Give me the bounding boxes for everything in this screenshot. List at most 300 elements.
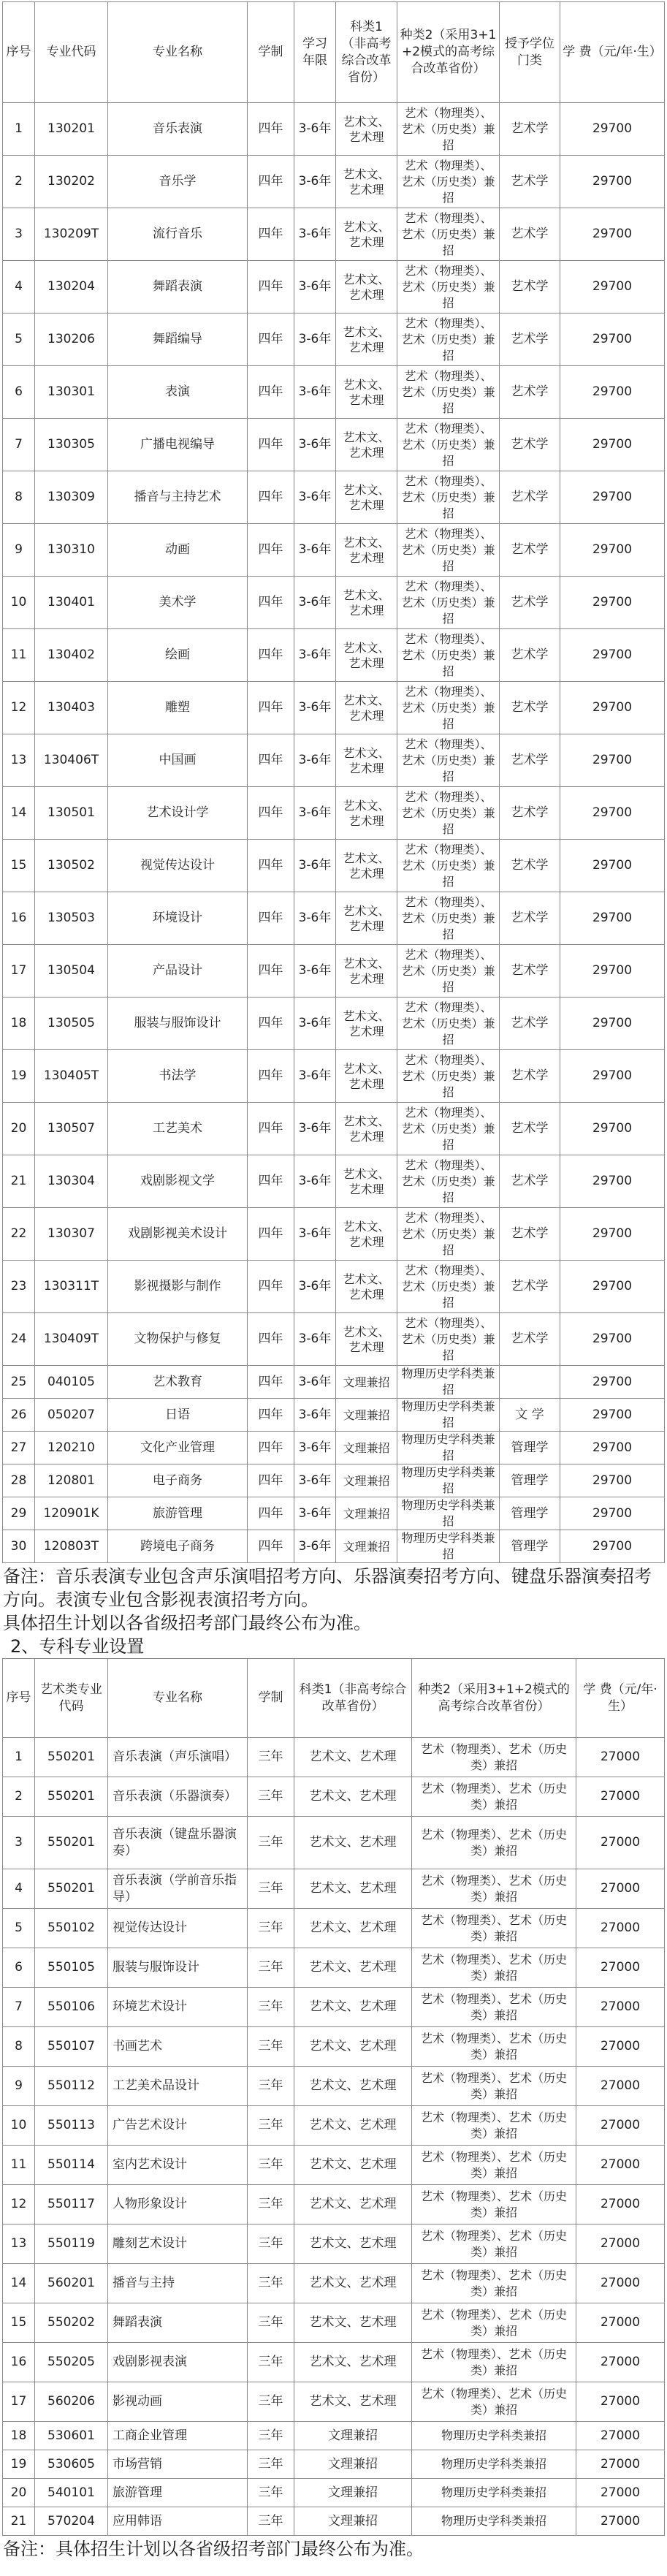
major-code-cell: 540101 xyxy=(35,2479,108,2507)
major-code-cell: 130307 xyxy=(35,1208,108,1261)
duration-cell: 三年 xyxy=(248,2450,294,2479)
major-code-cell: 550105 xyxy=(35,1948,108,1988)
study-years-cell: 3-6年 xyxy=(294,208,336,261)
study-years-cell: 3-6年 xyxy=(294,103,336,156)
table-row xyxy=(3,2146,665,2185)
table-row xyxy=(3,419,665,471)
table-row xyxy=(3,577,665,629)
subject-category-1-cell: 艺术文、艺术理 xyxy=(336,734,397,787)
subject-category-1-cell: 艺术文、艺术理 xyxy=(336,366,397,419)
subject-category-2-cell: 艺术（物理类）、艺术（历史类）兼招 xyxy=(412,2106,576,2146)
major-code-cell: 130403 xyxy=(35,682,108,734)
subject-category-1-cell: 艺术文、艺术理 xyxy=(294,1777,412,1817)
subject-category-2-cell: 艺术（物理类）、艺术（历史类）兼招 xyxy=(397,103,500,156)
major-code-cell: 130206 xyxy=(35,314,108,366)
table-row xyxy=(3,734,665,787)
study-years-cell: 3-6年 xyxy=(294,1050,336,1103)
row-number-cell: 10 xyxy=(3,2106,35,2146)
note-line: 具体招生计划以各省级招考部门最终公布为准。 xyxy=(3,1613,371,1633)
degree-category-cell: 艺术学 xyxy=(500,471,560,524)
major-code-cell: 550117 xyxy=(35,2185,108,2224)
major-code-cell: 550202 xyxy=(35,2303,108,2343)
table-row xyxy=(3,1738,665,1777)
duration-cell: 四年 xyxy=(248,1050,294,1103)
subject-category-2-cell: 艺术（物理类）、艺术（历史类）兼招 xyxy=(397,734,500,787)
tuition-cell: 29700 xyxy=(560,892,665,945)
major-name-cell: 音乐表演（学前音乐指导） xyxy=(108,1869,248,1909)
duration-cell: 四年 xyxy=(248,840,294,892)
major-name-cell: 电子商务 xyxy=(108,1464,248,1497)
table1-header-cell: 学制 xyxy=(248,2,294,103)
degree-category-cell: 艺术学 xyxy=(500,1261,560,1313)
subject-category-1-cell: 艺术文、艺术理 xyxy=(294,1909,412,1948)
degree-category-cell: 艺术学 xyxy=(500,892,560,945)
duration-cell: 四年 xyxy=(248,577,294,629)
duration-cell: 四年 xyxy=(248,208,294,261)
table-row xyxy=(3,2224,665,2264)
major-code-cell: 550201 xyxy=(35,1869,108,1909)
major-code-cell: 130311T xyxy=(35,1261,108,1313)
row-number-cell: 27 xyxy=(3,1432,35,1464)
table-row xyxy=(3,1948,665,1988)
table-row xyxy=(3,2067,665,2106)
table-row xyxy=(3,1464,665,1497)
major-code-cell: 550201 xyxy=(35,1738,108,1777)
study-years-cell: 3-6年 xyxy=(294,1366,336,1399)
major-code-cell: 130301 xyxy=(35,366,108,419)
row-number-cell: 25 xyxy=(3,1366,35,1399)
duration-cell: 四年 xyxy=(248,1366,294,1399)
degree-category-cell: 艺术学 xyxy=(500,945,560,998)
table-row xyxy=(3,1432,665,1464)
subject-category-1-cell: 艺术文、艺术理 xyxy=(336,208,397,261)
subject-category-2-cell: 艺术（物理类）、艺术（历史类）兼招 xyxy=(397,366,500,419)
subject-category-2-cell: 艺术（物理类）、艺术（历史类）兼招 xyxy=(412,2382,576,2422)
table-row xyxy=(3,261,665,314)
major-code-cell: 560206 xyxy=(35,2382,108,2422)
degree-category-cell: 艺术学 xyxy=(500,1103,560,1155)
degree-category-cell: 艺术学 xyxy=(500,682,560,734)
row-number-cell: 17 xyxy=(3,2382,35,2422)
table2-header-cell: 科类1（非高考综合改革省份） xyxy=(294,1659,412,1738)
subject-category-1-cell: 艺术文、艺术理 xyxy=(294,2382,412,2422)
major-name-cell: 舞蹈编导 xyxy=(108,314,248,366)
major-name-cell: 音乐表演（声乐演唱） xyxy=(108,1738,248,1777)
major-code-cell: 120801 xyxy=(35,1464,108,1497)
study-years-cell: 3-6年 xyxy=(294,998,336,1050)
table-row xyxy=(3,787,665,840)
subject-category-1-cell: 艺术文、艺术理 xyxy=(336,1155,397,1208)
tuition-cell: 29700 xyxy=(560,787,665,840)
subject-category-2-cell: 艺术（物理类）、艺术（历史类）兼招 xyxy=(412,1869,576,1909)
major-name-cell: 音乐表演（键盘乐器演奏） xyxy=(108,1817,248,1869)
table-row xyxy=(3,2382,665,2422)
major-code-cell: 120803T xyxy=(35,1530,108,1563)
major-name-cell: 艺术教育 xyxy=(108,1366,248,1399)
subject-category-2-cell: 物理历史学科类兼招 xyxy=(397,1464,500,1497)
subject-category-2-cell: 物理历史学科类兼招 xyxy=(397,1432,500,1464)
major-name-cell: 音乐表演 xyxy=(108,103,248,156)
row-number-cell: 9 xyxy=(3,524,35,577)
tuition-cell: 29700 xyxy=(560,840,665,892)
subject-category-1-cell: 文理兼招 xyxy=(336,1366,397,1399)
major-code-cell: 130507 xyxy=(35,1103,108,1155)
row-number-cell: 8 xyxy=(3,471,35,524)
major-name-cell: 播音与主持艺术 xyxy=(108,471,248,524)
table-row xyxy=(3,1050,665,1103)
row-number-cell: 14 xyxy=(3,2264,35,2303)
row-number-cell: 22 xyxy=(3,1208,35,1261)
table2-header-cell: 专业名称 xyxy=(108,1659,248,1738)
subject-category-2-cell: 艺术（物理类）、艺术（历史类）兼招 xyxy=(397,419,500,471)
major-code-cell: 550114 xyxy=(35,2146,108,2185)
subject-category-2-cell: 艺术（物理类）、艺术（历史类）兼招 xyxy=(397,787,500,840)
study-years-cell: 3-6年 xyxy=(294,1261,336,1313)
tuition-cell: 27000 xyxy=(576,1988,665,2027)
major-code-cell: 130405T xyxy=(35,1050,108,1103)
subject-category-1-cell: 艺术文、艺术理 xyxy=(336,787,397,840)
tuition-cell: 29700 xyxy=(560,577,665,629)
subject-category-1-cell: 艺术文、艺术理 xyxy=(294,2303,412,2343)
duration-cell: 四年 xyxy=(248,892,294,945)
subject-category-1-cell: 艺术文、艺术理 xyxy=(336,524,397,577)
subject-category-2-cell: 艺术（物理类）、艺术（历史类）兼招 xyxy=(397,314,500,366)
major-name-cell: 表演 xyxy=(108,366,248,419)
table-row xyxy=(3,2264,665,2303)
row-number-cell: 10 xyxy=(3,577,35,629)
major-code-cell: 550113 xyxy=(35,2106,108,2146)
subject-category-1-cell: 艺术文、艺术理 xyxy=(294,2106,412,2146)
row-number-cell: 26 xyxy=(3,1399,35,1432)
row-number-cell: 14 xyxy=(3,787,35,840)
duration-cell: 四年 xyxy=(248,787,294,840)
subject-category-1-cell: 艺术文、艺术理 xyxy=(294,1948,412,1988)
table2-header-cell: 序号 xyxy=(3,1659,35,1738)
row-number-cell: 4 xyxy=(3,261,35,314)
major-name-cell: 动画 xyxy=(108,524,248,577)
row-number-cell: 15 xyxy=(3,840,35,892)
major-code-cell: 550201 xyxy=(35,1777,108,1817)
major-name-cell: 旅游管理 xyxy=(108,1497,248,1530)
major-name-cell: 戏剧影视美术设计 xyxy=(108,1208,248,1261)
study-years-cell: 3-6年 xyxy=(294,314,336,366)
major-name-cell: 市场营销 xyxy=(108,2450,248,2479)
table-row xyxy=(3,1869,665,1909)
row-number-cell: 2 xyxy=(3,1777,35,1817)
major-code-cell: 550106 xyxy=(35,1988,108,2027)
tuition-cell: 29700 xyxy=(560,419,665,471)
table-row xyxy=(3,2303,665,2343)
degree-category-cell: 艺术学 xyxy=(500,998,560,1050)
subject-category-2-cell: 艺术（物理类）、艺术（历史类）兼招 xyxy=(397,1208,500,1261)
tuition-cell: 27000 xyxy=(576,2146,665,2185)
duration-cell: 三年 xyxy=(248,2343,294,2382)
major-name-cell: 舞蹈表演 xyxy=(108,261,248,314)
major-code-cell: 130201 xyxy=(35,103,108,156)
subject-category-2-cell: 艺术（物理类）、艺术（历史类）兼招 xyxy=(397,629,500,682)
table2-header-cell: 种类2（采用3+1+2模式的高考综合改革省份） xyxy=(412,1659,576,1738)
tuition-cell: 27000 xyxy=(576,1817,665,1869)
table-row xyxy=(3,2185,665,2224)
subject-category-2-cell: 艺术（物理类）、艺术（历史类）兼招 xyxy=(397,1313,500,1366)
tuition-cell: 29700 xyxy=(560,629,665,682)
tuition-cell: 27000 xyxy=(576,2185,665,2224)
tuition-cell: 29700 xyxy=(560,156,665,208)
row-number-cell: 5 xyxy=(3,314,35,366)
duration-cell: 四年 xyxy=(248,1261,294,1313)
tuition-cell: 27000 xyxy=(576,2422,665,2450)
major-name-cell: 文物保护与修复 xyxy=(108,1313,248,1366)
duration-cell: 四年 xyxy=(248,1103,294,1155)
table-row xyxy=(3,1208,665,1261)
major-name-cell: 文化产业管理 xyxy=(108,1432,248,1464)
row-number-cell: 6 xyxy=(3,366,35,419)
major-name-cell: 美术学 xyxy=(108,577,248,629)
major-name-cell: 工商企业管理 xyxy=(108,2422,248,2450)
tuition-cell: 29700 xyxy=(560,1399,665,1432)
study-years-cell: 3-6年 xyxy=(294,1208,336,1261)
duration-cell: 四年 xyxy=(248,1208,294,1261)
major-code-cell: 570204 xyxy=(35,2507,108,2536)
subject-category-1-cell: 艺术文、艺术理 xyxy=(336,1103,397,1155)
duration-cell: 三年 xyxy=(248,2507,294,2536)
subject-category-1-cell: 文理兼招 xyxy=(294,2450,412,2479)
table-row xyxy=(3,682,665,734)
subject-category-2-cell: 艺术（物理类）、艺术（历史类）兼招 xyxy=(412,1817,576,1869)
degree-category-cell: 艺术学 xyxy=(500,1050,560,1103)
duration-cell: 四年 xyxy=(248,103,294,156)
subject-category-1-cell: 艺术文、艺术理 xyxy=(294,1738,412,1777)
tuition-cell: 29700 xyxy=(560,208,665,261)
row-number-cell: 6 xyxy=(3,1948,35,1988)
subject-category-1-cell: 艺术文、艺术理 xyxy=(336,1261,397,1313)
row-number-cell: 16 xyxy=(3,2343,35,2382)
major-code-cell: 130501 xyxy=(35,787,108,840)
tuition-cell: 29700 xyxy=(560,1497,665,1530)
study-years-cell: 3-6年 xyxy=(294,1497,336,1530)
subject-category-1-cell: 艺术文、艺术理 xyxy=(336,1313,397,1366)
major-name-cell: 播音与主持 xyxy=(108,2264,248,2303)
subject-category-1-cell: 艺术文、艺术理 xyxy=(336,945,397,998)
row-number-cell: 19 xyxy=(3,1050,35,1103)
major-code-cell: 130505 xyxy=(35,998,108,1050)
subject-category-1-cell: 艺术文、艺术理 xyxy=(294,2146,412,2185)
table1-header-cell: 授予学位门类 xyxy=(500,2,560,103)
duration-cell: 三年 xyxy=(248,2106,294,2146)
tuition-cell: 29700 xyxy=(560,1313,665,1366)
major-name-cell: 雕刻艺术设计 xyxy=(108,2224,248,2264)
degree-category-cell: 艺术学 xyxy=(500,314,560,366)
duration-cell: 四年 xyxy=(248,261,294,314)
major-name-cell: 工艺美术品设计 xyxy=(108,2067,248,2106)
major-code-cell: 530605 xyxy=(35,2450,108,2479)
table2-header-cell: 学制 xyxy=(248,1659,294,1738)
study-years-cell: 3-6年 xyxy=(294,156,336,208)
table1-header-cell: 学习年限 xyxy=(294,2,336,103)
row-number-cell: 13 xyxy=(3,2224,35,2264)
table1-header-row xyxy=(3,2,665,103)
major-name-cell: 视觉传达设计 xyxy=(108,1909,248,1948)
degree-category-cell: 艺术学 xyxy=(500,787,560,840)
subject-category-1-cell: 艺术文、艺术理 xyxy=(336,156,397,208)
study-years-cell: 3-6年 xyxy=(294,471,336,524)
tuition-cell: 29700 xyxy=(560,366,665,419)
major-name-cell: 日语 xyxy=(108,1399,248,1432)
study-years-cell: 3-6年 xyxy=(294,1103,336,1155)
table1-header-cell: 科类1（非高考综合改革省份） xyxy=(336,2,397,103)
major-code-cell: 130502 xyxy=(35,840,108,892)
row-number-cell: 9 xyxy=(3,2067,35,2106)
major-code-cell: 130304 xyxy=(35,1155,108,1208)
table2-note: 备注：具体招生计划以各省级招考部门最终公布为准。 xyxy=(3,2539,424,2559)
subject-category-1-cell: 文理兼招 xyxy=(336,1497,397,1530)
major-name-cell: 戏剧影视文学 xyxy=(108,1155,248,1208)
table1-header-cell: 序号 xyxy=(3,2,35,103)
subject-category-1-cell: 艺术文、艺术理 xyxy=(336,419,397,471)
undergraduate-majors-table xyxy=(2,1,665,1563)
table-row xyxy=(3,1777,665,1817)
tuition-cell: 29700 xyxy=(560,1530,665,1563)
table-row xyxy=(3,2479,665,2507)
tuition-cell: 27000 xyxy=(576,2303,665,2343)
degree-category-cell: 艺术学 xyxy=(500,366,560,419)
row-number-cell: 17 xyxy=(3,945,35,998)
row-number-cell: 18 xyxy=(3,998,35,1050)
row-number-cell: 8 xyxy=(3,2027,35,2067)
table-row xyxy=(3,2106,665,2146)
subject-category-2-cell: 艺术（物理类）、艺术（历史类）兼招 xyxy=(397,1050,500,1103)
row-number-cell: 3 xyxy=(3,1817,35,1869)
study-years-cell: 3-6年 xyxy=(294,629,336,682)
tuition-cell: 29700 xyxy=(560,314,665,366)
tuition-cell: 27000 xyxy=(576,2027,665,2067)
subject-category-2-cell: 艺术（物理类）、艺术（历史类）兼招 xyxy=(397,682,500,734)
major-name-cell: 环境艺术设计 xyxy=(108,1988,248,2027)
subject-category-1-cell: 艺术文、艺术理 xyxy=(336,103,397,156)
subject-category-2-cell: 物理历史学科类兼招 xyxy=(397,1399,500,1432)
major-code-cell: 130202 xyxy=(35,156,108,208)
tuition-cell: 29700 xyxy=(560,682,665,734)
duration-cell: 三年 xyxy=(248,1948,294,1988)
tuition-cell: 29700 xyxy=(560,103,665,156)
major-code-cell: 120901K xyxy=(35,1497,108,1530)
tuition-cell: 27000 xyxy=(576,1869,665,1909)
major-name-cell: 书法学 xyxy=(108,1050,248,1103)
duration-cell: 三年 xyxy=(248,1817,294,1869)
tuition-cell: 29700 xyxy=(560,734,665,787)
table-row xyxy=(3,1497,665,1530)
row-number-cell: 3 xyxy=(3,208,35,261)
major-code-cell: 130401 xyxy=(35,577,108,629)
row-number-cell: 4 xyxy=(3,1869,35,1909)
tuition-cell: 29700 xyxy=(560,471,665,524)
duration-cell: 四年 xyxy=(248,366,294,419)
row-number-cell: 13 xyxy=(3,734,35,787)
subject-category-2-cell: 艺术（物理类）、艺术（历史类）兼招 xyxy=(412,1909,576,1948)
major-name-cell: 跨境电子商务 xyxy=(108,1530,248,1563)
subject-category-1-cell: 艺术文、艺术理 xyxy=(294,1817,412,1869)
duration-cell: 三年 xyxy=(248,2422,294,2450)
subject-category-1-cell: 艺术文、艺术理 xyxy=(336,261,397,314)
subject-category-2-cell: 物理历史学科类兼招 xyxy=(412,2422,576,2450)
note-line: 备注：音乐表演专业包含声乐演唱招考方向、乐器演奏招考方向、键盘乐器演奏招考方向。表演专业包含影视表演招考方向。 xyxy=(3,1566,652,1610)
subject-category-2-cell: 物理历史学科类兼招 xyxy=(412,2479,576,2507)
degree-category-cell: 艺术学 xyxy=(500,629,560,682)
degree-category-cell: 艺术学 xyxy=(500,208,560,261)
duration-cell: 三年 xyxy=(248,1738,294,1777)
major-code-cell: 130209T xyxy=(35,208,108,261)
subject-category-1-cell: 艺术文、艺术理 xyxy=(336,577,397,629)
row-number-cell: 21 xyxy=(3,2507,35,2536)
section-title: 2、专科专业设置 xyxy=(10,1636,145,1657)
major-code-cell: 550107 xyxy=(35,2027,108,2067)
subject-category-1-cell: 艺术文、艺术理 xyxy=(336,314,397,366)
duration-cell: 三年 xyxy=(248,2224,294,2264)
subject-category-2-cell: 艺术（物理类）、艺术（历史类）兼招 xyxy=(412,1988,576,2027)
duration-cell: 四年 xyxy=(248,734,294,787)
duration-cell: 四年 xyxy=(248,314,294,366)
study-years-cell: 3-6年 xyxy=(294,682,336,734)
table-row xyxy=(3,314,665,366)
study-years-cell: 3-6年 xyxy=(294,787,336,840)
major-code-cell: 130305 xyxy=(35,419,108,471)
row-number-cell: 19 xyxy=(3,2450,35,2479)
table-row xyxy=(3,629,665,682)
duration-cell: 四年 xyxy=(248,629,294,682)
subject-category-2-cell: 艺术（物理类）、艺术（历史类）兼招 xyxy=(412,1777,576,1817)
duration-cell: 三年 xyxy=(248,2067,294,2106)
table-row xyxy=(3,1530,665,1563)
subject-category-1-cell: 文理兼招 xyxy=(294,2422,412,2450)
degree-category-cell: 艺术学 xyxy=(500,524,560,577)
degree-category-cell: 艺术学 xyxy=(500,840,560,892)
row-number-cell: 7 xyxy=(3,1988,35,2027)
study-years-cell: 3-6年 xyxy=(294,1530,336,1563)
degree-category-cell: 艺术学 xyxy=(500,156,560,208)
row-number-cell: 21 xyxy=(3,1155,35,1208)
major-code-cell: 040105 xyxy=(35,1366,108,1399)
study-years-cell: 3-6年 xyxy=(294,1399,336,1432)
major-name-cell: 应用韩语 xyxy=(108,2507,248,2536)
study-years-cell: 3-6年 xyxy=(294,840,336,892)
major-code-cell: 550112 xyxy=(35,2067,108,2106)
table-row xyxy=(3,1817,665,1869)
subject-category-2-cell: 物理历史学科类兼招 xyxy=(397,1530,500,1563)
major-name-cell: 旅游管理 xyxy=(108,2479,248,2507)
tuition-cell: 29700 xyxy=(560,1366,665,1399)
duration-cell: 四年 xyxy=(248,1399,294,1432)
subject-category-1-cell: 艺术文、艺术理 xyxy=(336,998,397,1050)
major-name-cell: 舞蹈表演 xyxy=(108,2303,248,2343)
table-row xyxy=(3,1909,665,1948)
page xyxy=(0,1,667,2561)
degree-category-cell: 艺术学 xyxy=(500,1313,560,1366)
major-code-cell: 130503 xyxy=(35,892,108,945)
table-row xyxy=(3,524,665,577)
vocational-majors-table xyxy=(2,1658,665,2536)
major-code-cell: 130309 xyxy=(35,471,108,524)
tuition-cell: 27000 xyxy=(576,2224,665,2264)
tuition-cell: 29700 xyxy=(560,1464,665,1497)
major-code-cell: 550102 xyxy=(35,1909,108,1948)
subject-category-1-cell: 艺术文、艺术理 xyxy=(336,840,397,892)
row-number-cell: 1 xyxy=(3,1738,35,1777)
row-number-cell: 20 xyxy=(3,1103,35,1155)
subject-category-2-cell: 物理历史学科类兼招 xyxy=(412,2507,576,2536)
table-row xyxy=(3,1103,665,1155)
table-row xyxy=(3,2507,665,2536)
major-name-cell: 服装与服饰设计 xyxy=(108,1948,248,1988)
